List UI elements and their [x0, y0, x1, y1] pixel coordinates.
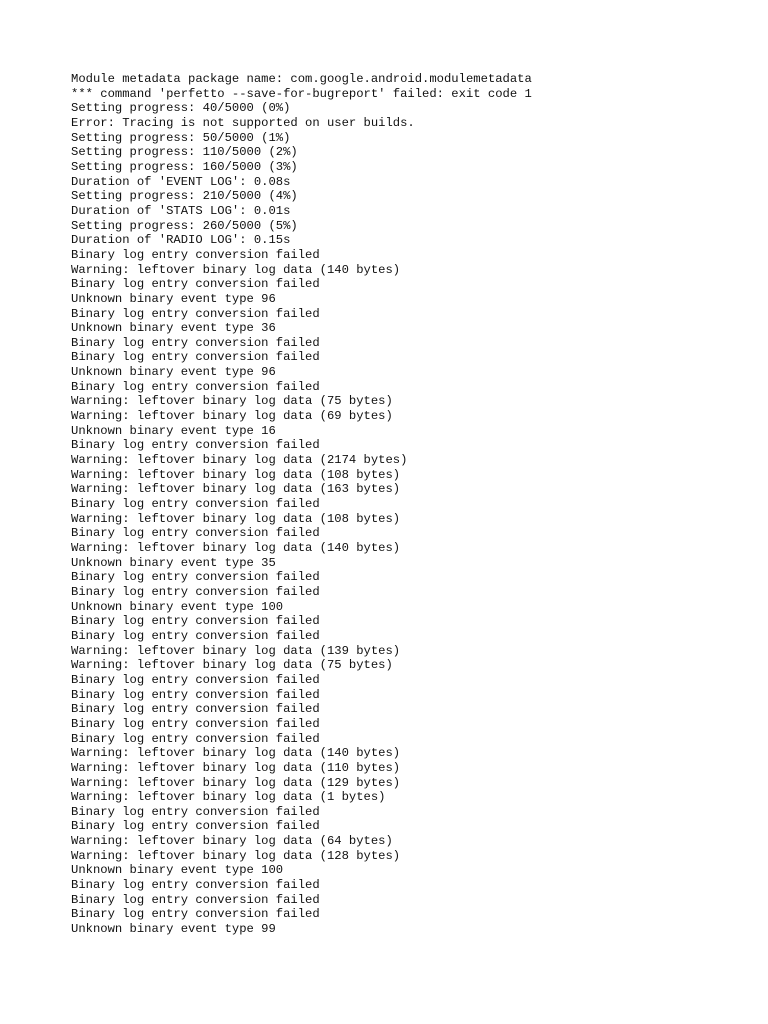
log-line: Binary log entry conversion failed: [71, 716, 320, 731]
log-line: Warning: leftover binary log data (140 bytes): [71, 541, 401, 555]
log-line: Binary log entry conversion failed: [71, 878, 320, 893]
log-line: Binary log entry conversion failed: [71, 247, 320, 262]
log-line: Binary log entry conversion failed: [71, 526, 320, 541]
log-line: Setting progress: 40/5000 (0%): [71, 101, 291, 116]
log-line: Binary log entry conversion failed: [71, 702, 320, 717]
log-line: Warning: leftover binary log data (2174 bytes): [71, 453, 408, 468]
log-line: Error: Tracing is not supported on user builds.: [71, 115, 415, 130]
log-line: *** command 'perfetto --save-for-bugreport' failed: exit code 1: [71, 86, 532, 101]
log-line: Warning: leftover binary log data (108 bytes): [71, 511, 401, 526]
log-line: Binary log entry conversion failed: [71, 335, 320, 350]
log-line: Binary log entry conversion failed: [71, 584, 320, 599]
log-line: Setting progress: 210/5000 (4%): [71, 189, 298, 204]
log-output: [71, 72, 751, 937]
log-line: Binary log entry conversion failed: [71, 672, 320, 687]
log-line: Unknown binary event type 36: [71, 321, 276, 336]
log-line: Duration of 'STATS LOG': 0.01s: [71, 203, 291, 218]
log-line: Binary log entry conversion failed: [71, 570, 320, 585]
log-line: Unknown binary event type 16: [71, 423, 276, 438]
log-line: Binary log entry conversion failed: [71, 687, 320, 702]
log-line: Unknown binary event type 100: [71, 863, 284, 878]
log-line: Unknown binary event type 99: [71, 922, 276, 937]
log-line: Binary log entry conversion failed: [71, 628, 320, 643]
log-line: Warning: leftover binary log data (128 bytes): [71, 848, 401, 863]
log-line: Binary log entry conversion failed: [71, 277, 320, 292]
log-line: Warning: leftover binary log data (75 bytes): [71, 658, 393, 673]
log-line: Unknown binary event type 96: [71, 291, 276, 306]
log-line: Binary log entry conversion failed: [71, 804, 320, 819]
log-line: Binary log entry conversion failed: [71, 819, 320, 834]
log-line: Warning: leftover binary log data (140 bytes): [71, 746, 401, 761]
log-line: Binary log entry conversion failed: [71, 379, 320, 394]
log-line: Binary log entry conversion failed: [71, 350, 320, 365]
log-line: Warning: leftover binary log data (110 bytes): [71, 760, 401, 775]
log-line: Setting progress: 160/5000 (3%): [71, 159, 298, 174]
log-line: Duration of 'RADIO LOG': 0.15s: [71, 233, 291, 248]
log-line: Setting progress: 50/5000 (1%): [71, 130, 291, 145]
log-line: Warning: leftover binary log data (1 bytes): [71, 790, 386, 805]
log-line: Warning: leftover binary log data (64 bytes): [71, 834, 393, 849]
log-line: Binary log entry conversion failed: [71, 438, 320, 453]
log-line: Binary log entry conversion failed: [71, 497, 320, 512]
log-line: Setting progress: 260/5000 (5%): [71, 218, 298, 233]
log-line: Unknown binary event type 35: [71, 555, 276, 570]
log-line: Binary log entry conversion failed: [71, 306, 320, 321]
log-line: Warning: leftover binary log data (75 bytes): [71, 394, 393, 409]
log-line: Binary log entry conversion failed: [71, 731, 320, 746]
log-line: Setting progress: 110/5000 (2%): [71, 145, 298, 160]
log-line: Warning: leftover binary log data (108 bytes): [71, 467, 401, 482]
log-line: Duration of 'EVENT LOG': 0.08s: [71, 174, 291, 189]
log-line: Module metadata package name: com.google.android.modulemetadata: [71, 72, 532, 86]
log-line: Warning: leftover binary log data (163 bytes): [71, 482, 401, 497]
log-line: Binary log entry conversion failed: [71, 892, 320, 907]
log-line: Binary log entry conversion failed: [71, 907, 320, 922]
log-line: Binary log entry conversion failed: [71, 614, 320, 629]
log-line: Unknown binary event type 96: [71, 365, 276, 380]
log-line: Unknown binary event type 100: [71, 599, 284, 614]
log-line: Warning: leftover binary log data (129 bytes): [71, 775, 401, 790]
log-line: Warning: leftover binary log data (140 bytes): [71, 262, 401, 277]
log-line: Warning: leftover binary log data (69 bytes): [71, 409, 393, 424]
log-line: Warning: leftover binary log data (139 bytes): [71, 643, 401, 658]
